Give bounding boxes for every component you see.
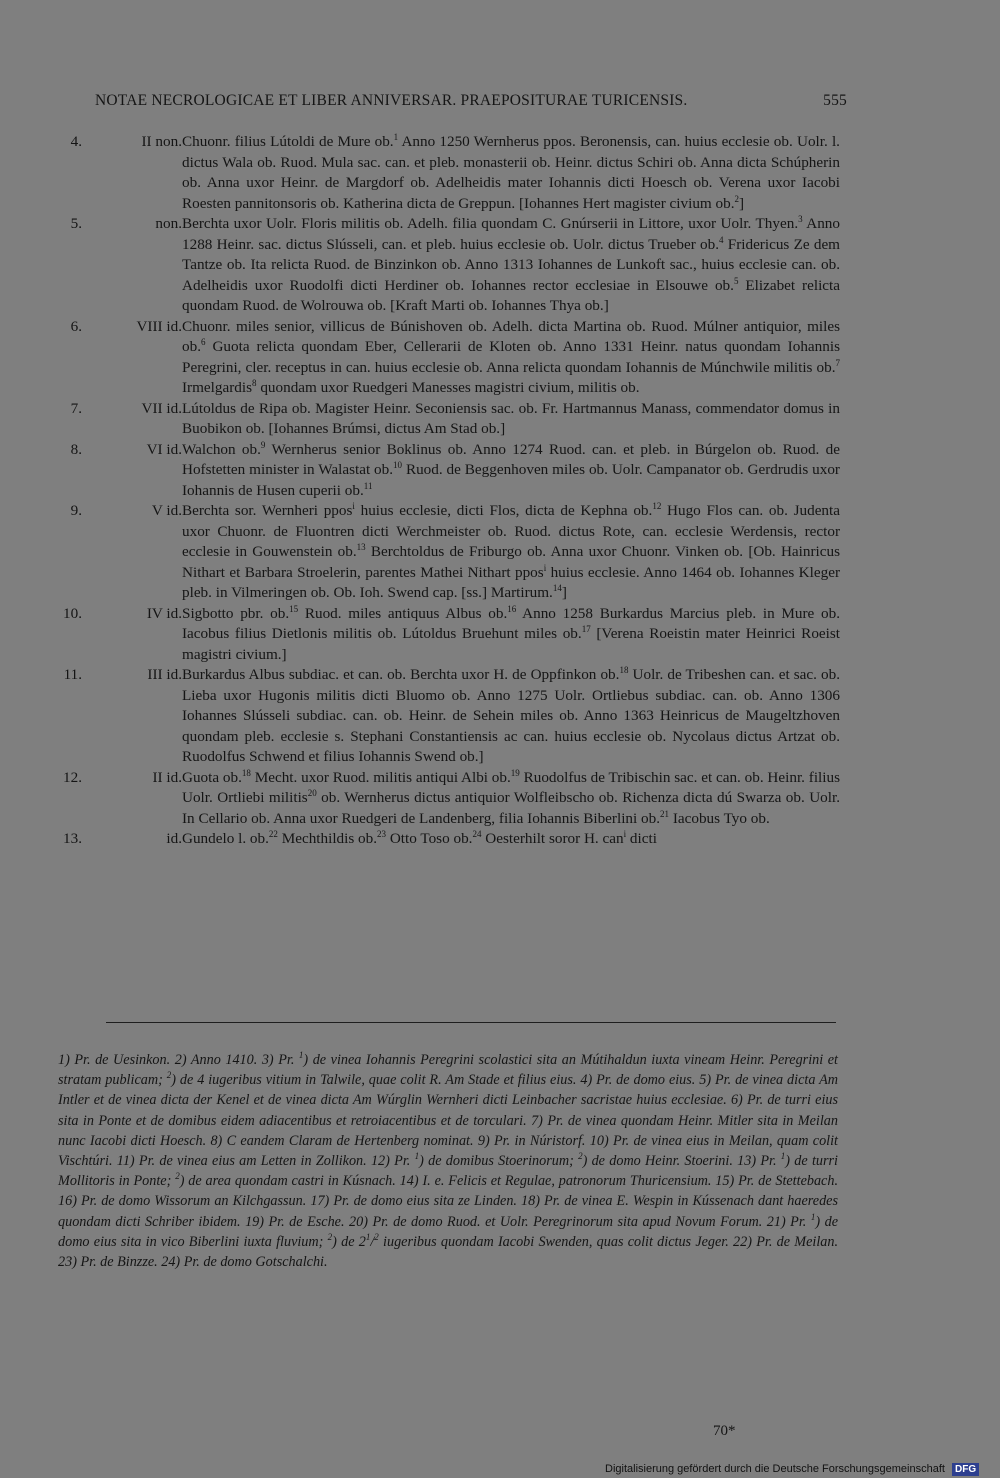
- superscript-marker: i: [543, 562, 547, 573]
- calendar-entry: [58, 399, 840, 440]
- superscript-marker: 1: [365, 1231, 371, 1242]
- entry-day-number: 12.: [63, 768, 82, 786]
- calendar-entry: [58, 440, 840, 502]
- superscript-marker: 24: [472, 829, 482, 839]
- entry-day-number: 8.: [70, 440, 82, 458]
- superscript-marker: 9: [260, 439, 266, 450]
- calendar-entry: [58, 317, 840, 399]
- superscript-marker: 16: [507, 603, 517, 614]
- superscript-marker: 1: [298, 1050, 304, 1060]
- superscript-marker: 4: [719, 234, 724, 245]
- superscript-marker: 2: [734, 193, 740, 204]
- superscript-marker: 15: [289, 603, 299, 614]
- calendar-entry: [58, 829, 840, 850]
- superscript-marker: 13: [356, 542, 366, 552]
- entry-text: Berchta sor. Wernheri ppos$^i$ huius ecclesie, dicti Flos, dicta de Kephna ob.$^{12}$ Hugo Flos can. ob. Judenta uxor Chuonr. de Fluontren dicti Werchmeister ob. Ruod. dictus Rote, can. ecclesie Werdensis, rector ecclesie in Gouwenstein ob.$^{13}$ Berchtoldus de Friburgo ob. Anna uxor Chuonr. Vinken ob. [Ob. Hainricus Nithart et Barbara Stroelerin, parentes Mathei Nithart ppos$^i$ huius ecclesie. Anno 1464 ob. Iohannes Kleger pleb. in Vilmeringen ob. Ob. Ioh. Swend cap. [ss.] Martirum.$^{14}$]: [182, 501, 840, 601]
- calendar-entry: [58, 768, 840, 830]
- superscript-marker: 12: [652, 501, 662, 511]
- entry-roman-date: VIII id.: [136, 317, 182, 335]
- entry-day-number: 10.: [63, 604, 82, 622]
- superscript-marker: i: [623, 829, 627, 839]
- running-head-title: NOTAE NECROLOGICAE ET LIBER ANNIVERSAR. PRAEPOSITURAE TURICENSIS.: [95, 92, 688, 109]
- sheet-signature: 70*: [713, 1423, 736, 1439]
- superscript-marker: 14: [552, 583, 562, 593]
- entry-text: Guota ob.$^{18}$ Mecht. uxor Ruod. militis antiqui Albi ob.$^{19}$ Ruodolfus de Tribischin sac. et can. ob. Heinr. filius Uolr. Ortliebi militis$^{20}$ ob. Wernherus dictus antiquior Wolfleibscho ob. Richenza dicta dú Swarza ob. Uolr. In Cellario ob. Anna uxor Ruedgeri de Landenberg, filia Iohannis Biberlini ob.$^{21}$ Iacobus Tyo ob.: [182, 767, 840, 827]
- entry-text: Berchta uxor Uolr. Floris militis ob. Adelh. filia quondam C. Gnúrserii in Littore, uxor Uolr. Thyen.$^3$ Anno 1288 Heinr. sac. dictus Slússeli, can. et pleb. huius ecclesie ob. Uolr. dictus Trueber ob.$^4$ Fridericus Ze dem Tantze ob. Ita relicta Ruod. de Binzinkon ob. Anno 1313 Iohannes de Lunkoft sac., huius ecclesie can. ob. Adelheidis uxor Ruodolfi dicti Herdiner ob. Iohannes rector ecclesiae in Elsouwe ob.$^5$ Elizabet relicta quondam Ruod. de Wolrouwa ob. [Kraft Marti ob. Iohannes Thya ob.]: [182, 214, 840, 314]
- superscript-marker: 23: [377, 829, 387, 839]
- calendar-entries: [58, 132, 840, 850]
- entry-day-number: 4.: [70, 133, 82, 150]
- entry-roman-date: non.: [155, 215, 182, 232]
- entry-day-number: 9.: [70, 502, 82, 519]
- superscript-marker: 10: [393, 460, 403, 470]
- running-head: [95, 92, 847, 110]
- entry-roman-date: IV id.: [146, 604, 182, 622]
- superscript-marker: 17: [581, 624, 591, 634]
- entry-roman-date: VII id.: [141, 399, 182, 417]
- entry-day-number: 13.: [63, 830, 82, 847]
- superscript-marker: 8: [252, 378, 257, 388]
- entry-roman-date: VI id.: [146, 440, 182, 458]
- superscript-marker: i: [352, 501, 355, 511]
- superscript-marker: 2: [327, 1231, 333, 1242]
- entry-roman-date: III id.: [147, 666, 182, 683]
- entry-text: Sigbotto pbr. ob.$^{15}$ Ruod. miles antiquus Albus ob.$^{16}$ Anno 1258 Burkardus Marcius pleb. in Mure ob. Iacobus filius Dietlonis militis ob. Lútoldus Bruehunt miles ob.$^{17}$ [Verena Roeistin mater Heinrici Roeist magistri civium.]: [182, 603, 840, 663]
- superscript-marker: 1: [414, 1151, 420, 1162]
- superscript-marker: 11: [363, 480, 373, 491]
- entry-day-number: 7.: [70, 399, 82, 417]
- footnote-block: 1) Pr. de Uesinkon. 2) Anno 1410. 3) Pr. $^1$) de vinea Iohannis Peregrini scolastici sita an Mútihaldun iuxta vineam Heinr. Peregrini et stratam publicam; $^2$) de 4 iugeribus vitium in Talwile, quae colit R. Am Stade et filius eius. 4) Pr. de domo eius. 5) Pr. de vinea dicta Am Intler et de vinea dicta der Kenel et de vinea dicta Am Wúrglin Wernheri dicti Leinbacher sacristae huius ecclesiae. 6) Pr. de turri eius sita in Ponte et de domibus eidem adiacentibus et retroiacentibus et de torculari. 7) Pr. de vinea quondam Heinr. Mitler sita in Meilan nunc Iacobi dicti Hoesch. 8) C eandem Claram de Hertenberg nominat. 9) Pr. in Núristorf. 10) Pr. de vinea eius in Meilan, quam colit Vischtúri. 11) Pr. de vinea eius am Letten in Zollikon. 12) Pr. $^1$) de domibus Stoerinorum; $^2$) de domo Heinr. Stoerini. 13) Pr. $^1$) de turri Mollitoris in Ponte; $^2$) de area quondam castri in Kúsnach. 14) I. e. Felicis et Regulae, patronorum Thuricensium. 15) Pr. de Stettebach. 16) Pr. de domo Wissorum an Kilchgassun. 17) Pr. de domo eius sita ze Linden. 18) Pr. de vinea E. Wespin in Kússenach dant haeredes quondam dicti Schriber ibidem. 19) Pr. de Esche. 20) Pr. de domo Ruod. et Uolr. Peregrinorum sita apud Novum Forum. 21) Pr. $^1$) de domo eius sita in vico Biberlini iuxta fluvium; $^2$) de $2^1/^2$ iugeribus quondam Iacobi Swenden, quas colit dictus Jeger. 22) Pr. de Meilan. 23) Pr. de Binzze. 24) Pr. de domo Gotschalchi.: [58, 1050, 838, 1271]
- digitization-credit: Digitalisierung gefördert durch die Deutsche Forschungsgemeinschaft: [605, 1463, 945, 1475]
- calendar-entry: [58, 132, 840, 214]
- digitization-credit-bar: [605, 1460, 1000, 1478]
- calendar-entry: [58, 501, 840, 604]
- superscript-marker: 20: [307, 788, 317, 798]
- superscript-marker: 18: [241, 767, 251, 778]
- superscript-marker: 2: [374, 1231, 379, 1242]
- dfg-logo: DFG: [952, 1463, 979, 1476]
- entry-text: Burkardus Albus subdiac. et can. ob. Berchta uxor H. de Oppfinkon ob.$^{18}$ Uolr. de Tribeshen can. et sac. ob. Lieba uxor Hugonis militis dicti Bluomo ob. Anno 1275 Uolr. Ortliebus subdiac. can. ob. Anno 1306 Iohannes Slússeli subdiac. can. ob. Heinr. de Sehein miles ob. Anno 1363 Heinricus de Maugeltzhoven quondam pleb. ecclesie s. Stephani Constantiensis ac can. huius ecclesie ob. Nycolaus dictus Artzat ob. Ruodolfus Schwend et filius Iohannis Swend ob.]: [182, 665, 840, 765]
- page-number: 555: [823, 92, 847, 109]
- entry-text: Chuonr. filius Lútoldi de Mure ob.$^1$ Anno 1250 Wernherus ppos. Beronensis, can. huius ecclesie ob. Uolr. l. dictus Wala ob. Ruod. Mula sac. can. et pleb. monasterii ob. Heinr. dictus Schiri ob. Anna dicta Schúpherin ob. Anna uxor Heinr. de Margdorf ob. Adelheidis mater Iohannis dicti Hoesch ob. Verena uxor Iacobi Roesten pannitonsoris ob. Katherina dicta de Greppun. [Iohannes Hert magister civium ob.$^2$]: [182, 132, 840, 212]
- entry-roman-date: id.: [166, 830, 182, 847]
- superscript-marker: 3: [798, 214, 803, 224]
- superscript-marker: 22: [268, 829, 278, 839]
- superscript-marker: 21: [660, 808, 670, 819]
- entry-roman-date: V id.: [151, 502, 182, 519]
- superscript-marker: 5: [733, 275, 739, 286]
- superscript-marker: 1: [810, 1211, 816, 1222]
- superscript-marker: 6: [200, 337, 206, 347]
- calendar-entry: [58, 665, 840, 768]
- superscript-marker: 18: [619, 665, 629, 675]
- superscript-marker: 1: [780, 1151, 786, 1162]
- calendar-entry: [58, 604, 840, 666]
- entry-text: Gundelo l. ob.$^{22}$ Mechthildis ob.$^{23}$ Otto Toso ob.$^{24}$ Oesterhilt soror H. can$^i$ dicti: [182, 829, 657, 847]
- superscript-marker: 19: [510, 767, 520, 778]
- superscript-marker: 2: [175, 1171, 180, 1182]
- superscript-marker: 2: [166, 1070, 172, 1081]
- footnote-separator: [106, 1022, 836, 1024]
- entry-text: Lútoldus de Ripa ob. Magister Heinr. Seconiensis sac. ob. Fr. Hartmannus Manass, commendator domus in Buobikon ob. [Iohannes Brúmsi, dictus Am Stad ob.]: [182, 399, 840, 437]
- superscript-marker: 7: [835, 357, 840, 368]
- entry-day-number: 11.: [63, 666, 82, 683]
- superscript-marker: 1: [393, 132, 399, 142]
- calendar-entry: [58, 214, 840, 317]
- entry-text: Walchon ob.$^9$ Wernherus senior Boklinus ob. Anno 1274 Ruod. can. et pleb. in Búrgelon ob. Ruod. de Hofstetten minister in Walastat ob.$^{10}$ Ruod. de Beggenhoven miles ob. Uolr. Campanator ob. Gerdrudis uxor Iohannis de Husen cuperii ob.$^{11}$: [182, 439, 840, 499]
- entry-day-number: 6.: [70, 317, 82, 335]
- entry-day-number: 5.: [70, 215, 82, 232]
- entry-text: Chuonr. miles senior, villicus de Búnishoven ob. Adelh. dicta Martina ob. Ruod. Múlner antiquior, miles ob.$^6$ Guota relicta quondam Eber, Cellerarii de Kloten ob. Anno 1331 Heinr. natus quondam Iohannis Peregrini, cler. receptus in can. huius ecclesie ob. Anna relicta quondam Iohannis de Múnchwile militis ob.$^7$ Irmelgardis$^8$ quondam uxor Ruedgeri Manesses magistri civium, militis ob.: [182, 317, 840, 396]
- superscript-marker: 2: [578, 1151, 583, 1162]
- entry-roman-date: II non.: [141, 133, 182, 150]
- entry-roman-date: II id.: [152, 768, 182, 786]
- footnotes: [58, 1050, 838, 1272]
